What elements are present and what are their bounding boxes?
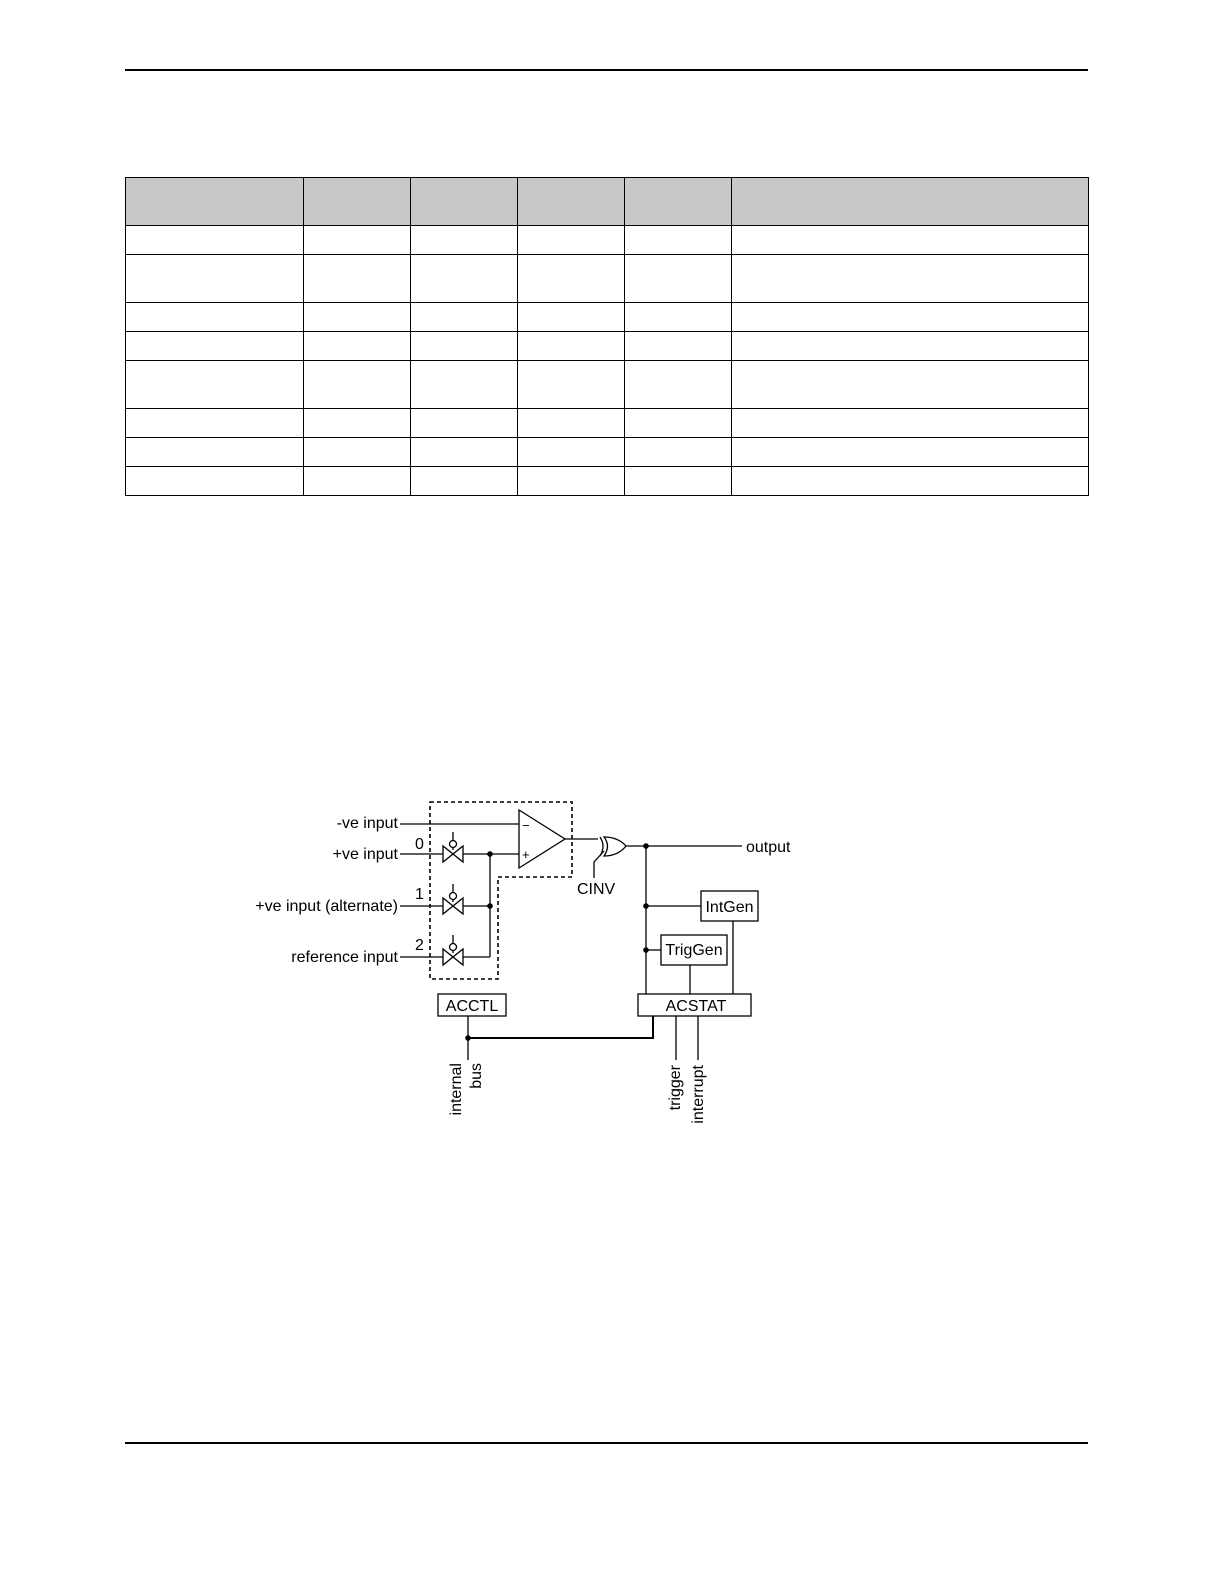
table-header-cell bbox=[732, 178, 1089, 226]
table-header-cell bbox=[518, 178, 625, 226]
table-row bbox=[126, 361, 1089, 409]
acstat-label: ACSTAT bbox=[665, 998, 727, 1015]
triggen-label: TrigGen bbox=[665, 942, 723, 959]
mux-comparator-enclosure bbox=[430, 802, 572, 979]
table-row bbox=[126, 255, 1089, 303]
comparator-plus-label: + bbox=[522, 847, 530, 862]
table-row bbox=[126, 409, 1089, 438]
internal-bus-label-bus: bus bbox=[468, 1063, 485, 1089]
trigger-label: trigger bbox=[667, 1065, 684, 1111]
table-header-cell bbox=[411, 178, 518, 226]
mux-switch-2 bbox=[443, 935, 463, 965]
mux-select-0-label: 0 bbox=[415, 836, 424, 853]
table-header-cell bbox=[625, 178, 732, 226]
footer-rule bbox=[125, 1442, 1088, 1444]
pos-input-label: +ve input bbox=[332, 846, 398, 863]
intgen-label: IntGen bbox=[705, 899, 754, 916]
pos-input-alt-label: +ve input (alternate) bbox=[255, 898, 398, 915]
neg-input-label: -ve input bbox=[336, 815, 398, 832]
reference-input-label: reference input bbox=[291, 949, 398, 966]
acctl-label: ACCTL bbox=[445, 998, 499, 1015]
interrupt-label: interrupt bbox=[690, 1065, 707, 1124]
comparator-minus-label: − bbox=[522, 818, 530, 833]
mux-select-2-label: 2 bbox=[415, 937, 424, 954]
mux-switch-0 bbox=[443, 832, 463, 862]
analog-comparator-block-diagram bbox=[240, 790, 810, 1140]
cinv-label: CINV bbox=[577, 881, 616, 898]
table-row bbox=[126, 303, 1089, 332]
table-row bbox=[126, 226, 1089, 255]
table-header-cell bbox=[304, 178, 411, 226]
mux-switch-1 bbox=[443, 884, 463, 914]
xor-gate-symbol bbox=[600, 837, 626, 856]
mux-select-1-label: 1 bbox=[415, 886, 424, 903]
table-header-cell bbox=[126, 178, 304, 226]
output-label: output bbox=[746, 839, 791, 856]
header-rule bbox=[125, 69, 1088, 71]
table-header-row bbox=[126, 178, 1089, 226]
table-row bbox=[126, 467, 1089, 496]
register-table bbox=[125, 177, 1089, 496]
table-row bbox=[126, 438, 1089, 467]
table-row bbox=[126, 332, 1089, 361]
internal-bus-label-internal: internal bbox=[448, 1063, 465, 1116]
